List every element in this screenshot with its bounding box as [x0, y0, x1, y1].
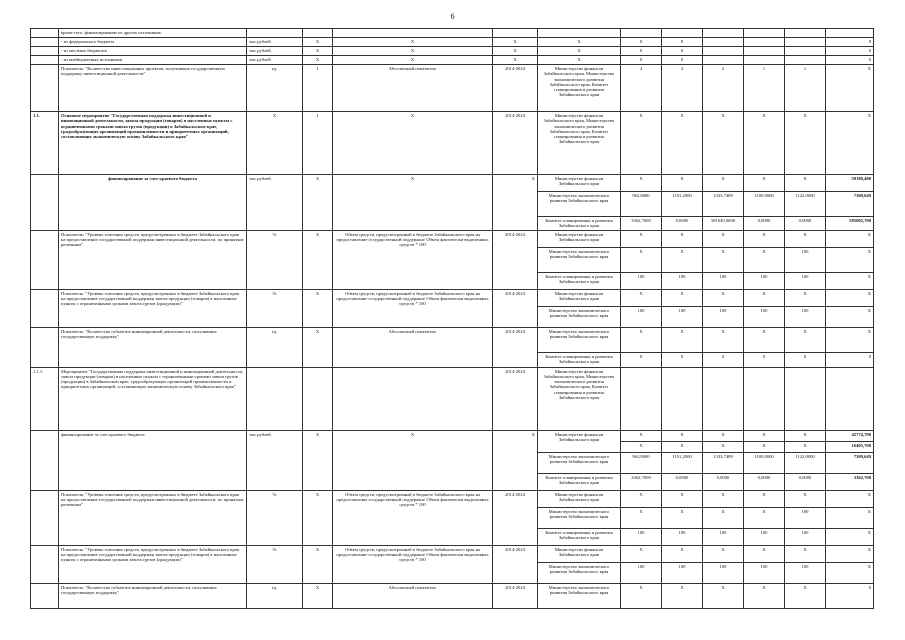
year-value-cell: 100 [662, 272, 703, 289]
base-value-cell: X [303, 38, 333, 47]
responsible-cell: Министерство экономического развития Забайкальского края [538, 306, 621, 327]
row-number: 1.1. [31, 112, 59, 175]
year-value-cell: X [621, 583, 662, 608]
year-value-cell: 100 [785, 306, 826, 327]
table-row [31, 490, 874, 507]
total-value-cell: 0 [826, 352, 874, 367]
table-row [31, 112, 874, 175]
program-table [30, 28, 874, 609]
row-name: Показатель: "Количество субъектов инновационной деятельности, получивших государственную поддержку" [59, 583, 247, 608]
year-value-cell: X [744, 112, 785, 175]
year-value-cell: 100 [662, 562, 703, 583]
year-value-cell: X [662, 583, 703, 608]
year-value-cell: 2 [703, 65, 744, 112]
method-cell: Абсолютный показатель [333, 583, 493, 608]
method-cell: Объем средств, предусмотренный в бюджете Забайкальского края на предоставление государственной поддержки/ Объем фактически выделенных средств * 100 [333, 289, 493, 327]
responsible-cell: X [538, 38, 621, 47]
unit-cell: % [247, 545, 303, 583]
year-value-cell [744, 29, 785, 38]
responsible-cell: Министерство экономического развития Забайкальского края [538, 583, 621, 608]
period-cell: 2014-2024 [493, 583, 538, 608]
year-value-cell: X [662, 230, 703, 247]
period-cell: X [493, 56, 538, 65]
year-value-cell: 1100,0000 [744, 452, 785, 473]
year-value-cell: X [703, 545, 744, 562]
base-value-cell: X [303, 583, 333, 608]
table-row [31, 47, 874, 56]
year-value-cell: 1333,7489 [703, 192, 744, 217]
total-value-cell: 0 [826, 47, 874, 56]
total-value-cell: X [826, 507, 874, 528]
responsible-cell: Министерство финансов Забайкальского края, Министерство экономического развития Забайкальского края, Комитет планирования и развития Забайкальского края [538, 65, 621, 112]
year-value-cell: 100 [744, 306, 785, 327]
period-cell: X [493, 430, 538, 490]
unit-cell [247, 367, 303, 430]
unit-cell [247, 29, 303, 38]
year-value-cell: 100 [621, 306, 662, 327]
row-number: 1.1.1. [31, 367, 59, 430]
table-row [31, 29, 874, 38]
year-value-cell: 962,8000 [621, 192, 662, 217]
method-cell: Абсолютный показатель [333, 65, 493, 112]
year-value-cell: 100 [662, 306, 703, 327]
year-value-cell: X [621, 327, 662, 352]
year-value-cell: 0 [662, 47, 703, 56]
year-value-cell: 1 [785, 65, 826, 112]
period-cell: 2014-2024 [493, 65, 538, 112]
period-cell: 2014-2024 [493, 112, 538, 175]
unit-cell: % [247, 490, 303, 545]
period-cell: X [493, 38, 538, 47]
total-value-cell: X [826, 327, 874, 352]
year-value-cell: X [744, 583, 785, 608]
year-value-cell: 100 [621, 528, 662, 545]
year-value-cell: X [662, 289, 703, 306]
year-value-cell: 1122,0000 [785, 192, 826, 217]
year-value-cell: X [744, 327, 785, 352]
base-value-cell: X [303, 47, 333, 56]
table-row [31, 230, 874, 247]
responsible-cell: Министерство финансов Забайкальского края [538, 289, 621, 306]
row-name: финансирование за счет краевого бюджета [59, 175, 247, 231]
table-row [31, 175, 874, 192]
year-value-cell: X [744, 545, 785, 562]
year-value-cell: 100 [703, 306, 744, 327]
total-value-cell: 42774,700 [826, 430, 874, 441]
year-value-cell: 0,0000 [744, 217, 785, 231]
period-cell: X [493, 47, 538, 56]
responsible-cell: Комитет планирования и развития Забайкальского края [538, 528, 621, 545]
year-value-cell: X [785, 175, 826, 192]
method-cell [333, 367, 493, 430]
row-number [31, 430, 59, 490]
total-value-cell [826, 367, 874, 430]
year-value-cell: X [662, 507, 703, 528]
responsible-cell: Министерство финансов Забайкальского края, Министерство экономического развития Забайкальского края, Комитет планирования и развития Забайкальского края [538, 367, 621, 430]
year-value-cell: X [785, 230, 826, 247]
year-value-cell: 1191,2000 [662, 192, 703, 217]
year-value-cell: X [744, 247, 785, 272]
year-value-cell [662, 367, 703, 430]
period-cell: 2014-2024 [493, 490, 538, 545]
year-value-cell [744, 47, 785, 56]
responsible-cell: Министерство финансов Забайкальского края [538, 430, 621, 452]
table-row [31, 583, 874, 608]
year-value-cell: X [662, 247, 703, 272]
year-value-cell: 1100,0000 [744, 192, 785, 217]
row-number [31, 545, 59, 583]
year-value-cell [703, 29, 744, 38]
row-number [31, 56, 59, 65]
year-value-cell [621, 367, 662, 430]
year-value-cell [785, 38, 826, 47]
method-cell: X [333, 47, 493, 56]
year-value-cell: 0,0000 [703, 473, 744, 490]
responsible-cell: Министерство экономического развития Забайкальского края [538, 247, 621, 272]
total-value-cell: X [826, 272, 874, 289]
year-value-cell: 0 [662, 56, 703, 65]
total-value-cell: X [826, 490, 874, 507]
unit-cell: тыс.рублей [247, 47, 303, 56]
total-value-cell: 0 [826, 56, 874, 65]
responsible-cell: Министерство финансов Забайкальского края [538, 230, 621, 247]
total-value-cell: 7309,649 [826, 192, 874, 217]
total-value-cell: 59180,400 [826, 175, 874, 192]
table-row [31, 327, 874, 352]
year-value-cell: 0,0000 [785, 473, 826, 490]
unit-cell: % [247, 289, 303, 327]
method-cell: Объем средств, предусмотренный в бюджете Забайкальского края на предоставление государственной поддержки/ Объем фактически выделенных средств * 100 [333, 490, 493, 545]
year-value-cell: 100 [785, 247, 826, 272]
year-value-cell: 0,0000 [744, 473, 785, 490]
row-number [31, 583, 59, 608]
method-cell: X [333, 175, 493, 231]
year-value-cell: 100 [744, 272, 785, 289]
year-value-cell: X [785, 545, 826, 562]
responsible-cell: X [538, 47, 621, 56]
total-value-cell: X [826, 65, 874, 112]
year-value-cell: X [703, 230, 744, 247]
year-value-cell [703, 56, 744, 65]
row-number [31, 47, 59, 56]
year-value-cell: 581640,0000 [703, 217, 744, 231]
responsible-cell: Министерство экономического развития Забайкальского края [538, 327, 621, 352]
year-value-cell: 0 [621, 38, 662, 47]
total-value-cell: X [826, 562, 874, 583]
year-value-cell [744, 38, 785, 47]
year-value-cell: X [703, 112, 744, 175]
row-name: Показатель: "Уровень освоения средств, предусмотренных в бюджете Забайкальского края на предоставление государственной поддержки завоза продукции (товаров) в населенные пункты с ограниченными сроками завоза грузов (продукции)" [59, 289, 247, 327]
base-value-cell [303, 367, 333, 430]
year-value-cell: 0 [621, 56, 662, 65]
year-value-cell: 0 [703, 352, 744, 367]
year-value-cell: 1 [744, 65, 785, 112]
year-value-cell: 0 [621, 47, 662, 56]
base-value-cell: 1 [303, 65, 333, 112]
row-number [31, 289, 59, 327]
year-value-cell: X [662, 327, 703, 352]
year-value-cell: X [621, 507, 662, 528]
year-value-cell: X [621, 545, 662, 562]
row-name: Показатель: "Количество субъектов инновационной деятельности, получивших государственную поддержку" [59, 327, 247, 367]
year-value-cell [744, 367, 785, 430]
unit-cell: % [247, 230, 303, 289]
year-value-cell: 3362,7000 [621, 217, 662, 231]
year-value-cell: X [744, 289, 785, 306]
year-value-cell: 1191,2000 [662, 452, 703, 473]
year-value-cell: 962,8000 [621, 452, 662, 473]
year-value-cell: X [785, 490, 826, 507]
year-value-cell: X [703, 441, 744, 452]
year-value-cell: X [744, 507, 785, 528]
year-value-cell: X [621, 112, 662, 175]
year-value-cell: X [662, 175, 703, 192]
year-value-cell: 100 [662, 528, 703, 545]
row-name: Показатель: "Уровень освоения средств, предусмотренных в бюджете Забайкальского края на предоставление государственной поддержки завоза продукции (товаров) в населенные пункты с ограниченными сроками завоза грузов (продукции)" [59, 545, 247, 583]
table-row [31, 289, 874, 306]
year-value-cell: X [703, 289, 744, 306]
period-cell: 2014-2024 [493, 367, 538, 430]
responsible-cell: Министерство финансов Забайкальского края, Министерство экономического развития Забайкальского края, Комитет планирования и развития Забайкальского края [538, 112, 621, 175]
responsible-cell: Комитет планирования и развития Забайкальского края [538, 473, 621, 490]
row-name: - из местных бюджетов [59, 47, 247, 56]
row-number [31, 65, 59, 112]
unit-cell: ед. [247, 327, 303, 367]
row-name: Показатель: "Количество инвестиционных проектов, получивших государственную поддержку инвестиционной деятельности" [59, 65, 247, 112]
method-cell [333, 29, 493, 38]
table-row [31, 65, 874, 112]
period-cell: 2014-2024 [493, 289, 538, 327]
total-value-cell: X [826, 230, 874, 247]
base-value-cell: X [303, 289, 333, 327]
total-value-cell: 7309,649 [826, 452, 874, 473]
year-value-cell: 1122,0000 [785, 452, 826, 473]
year-value-cell: X [785, 430, 826, 441]
period-cell: 2014-2024 [493, 230, 538, 289]
year-value-cell: X [703, 247, 744, 272]
year-value-cell: X [744, 230, 785, 247]
base-value-cell: X [303, 175, 333, 231]
year-value-cell: X [703, 430, 744, 441]
year-value-cell: X [744, 430, 785, 441]
table-row [31, 367, 874, 430]
total-value-cell: 3362,700 [826, 473, 874, 490]
responsible-cell: X [538, 56, 621, 65]
base-value-cell: X [303, 327, 333, 367]
year-value-cell: X [703, 490, 744, 507]
year-value-cell: X [703, 327, 744, 352]
year-value-cell: 100 [703, 562, 744, 583]
year-value-cell: X [621, 490, 662, 507]
method-cell: X [333, 56, 493, 65]
responsible-cell: Министерство экономического развития Забайкальского края [538, 192, 621, 217]
method-cell: Абсолютный показатель [333, 327, 493, 367]
table-row [31, 545, 874, 562]
row-number [31, 38, 59, 47]
year-value-cell [785, 56, 826, 65]
responsible-cell: Министерство финансов Забайкальского края [538, 545, 621, 562]
unit-cell: тыс.рублей [247, 38, 303, 47]
year-value-cell: 100 [744, 562, 785, 583]
method-cell: Объем средств, предусмотренный в бюджете Забайкальского края на предоставление государственной поддержки/ Объем фактически выделенных средств * 100 [333, 545, 493, 583]
year-value-cell: X [744, 490, 785, 507]
year-value-cell: X [785, 289, 826, 306]
page-number: 6 [450, 12, 455, 21]
year-value-cell [703, 367, 744, 430]
year-value-cell: X [785, 583, 826, 608]
year-value-cell: 0,0000 [662, 473, 703, 490]
base-value-cell: X [303, 545, 333, 583]
period-cell: 2014-2024 [493, 327, 538, 367]
row-name: Показатель: "Уровень освоения средств, предусмотренных в бюджете Забайкальского края на предоставление государственной поддержки инвестиционной деятельности, по принятым решениям" [59, 490, 247, 545]
row-name: Основное мероприятие "Государственная поддержка инвестиционной и инновационной деятельности, завоза продукции (товаров) в населенные пункты с ограниченными сроками завоза грузов (продукции) в Забайкальском крае, градообразующих организаций промышленности и приоритетных организаций, составляющих экономическую основу Забайкальского края" [59, 112, 247, 175]
year-value-cell [703, 38, 744, 47]
year-value-cell: 100 [785, 272, 826, 289]
year-value-cell: 0 [662, 38, 703, 47]
base-value-cell: X [303, 56, 333, 65]
year-value-cell: 100 [621, 272, 662, 289]
period-cell: 2014-2024 [493, 545, 538, 583]
year-value-cell: 4 [621, 65, 662, 112]
year-value-cell: X [662, 430, 703, 441]
year-value-cell: X [785, 327, 826, 352]
method-cell: X [333, 430, 493, 490]
total-value-cell: 585002,700 [826, 217, 874, 231]
row-name: кроме того, финансирование из других источников: [59, 29, 247, 38]
method-cell: X [333, 112, 493, 175]
year-value-cell: X [662, 112, 703, 175]
year-value-cell: X [662, 545, 703, 562]
year-value-cell: 100 [621, 562, 662, 583]
year-value-cell [621, 29, 662, 38]
table-row [31, 56, 874, 65]
year-value-cell: 100 [744, 528, 785, 545]
responsible-cell: Комитет планирования и развития Забайкальского края [538, 352, 621, 367]
row-name: - из внебюджетных источников [59, 56, 247, 65]
row-number [31, 490, 59, 545]
year-value-cell: 2 [662, 65, 703, 112]
year-value-cell: 1333,7489 [703, 452, 744, 473]
base-value-cell [303, 29, 333, 38]
year-value-cell: 100 [785, 528, 826, 545]
table-row [31, 430, 874, 441]
year-value-cell: X [744, 175, 785, 192]
year-value-cell [744, 56, 785, 65]
period-cell: X [493, 175, 538, 231]
year-value-cell: 0,0000 [662, 217, 703, 231]
base-value-cell: X [303, 430, 333, 490]
year-value-cell: X [703, 583, 744, 608]
year-value-cell: 100 [785, 562, 826, 583]
year-value-cell: X [621, 175, 662, 192]
base-value-cell: X [303, 230, 333, 289]
total-value-cell [826, 29, 874, 38]
year-value-cell: 100 [703, 272, 744, 289]
year-value-cell: 0 [621, 352, 662, 367]
year-value-cell: X [785, 441, 826, 452]
year-value-cell: X [785, 112, 826, 175]
year-value-cell: X [621, 230, 662, 247]
responsible-cell: Министерство экономического развития Забайкальского края [538, 452, 621, 473]
year-value-cell: 3362,7000 [621, 473, 662, 490]
year-value-cell: X [621, 441, 662, 452]
row-name: Мероприятие "Государственная поддержка инвестиционной и инновационной деятельности, завоза продукции (товаров) в населенные пункты с ограниченными сроками завоза грузов (продукции) в Забайкальском крае, градообразующих организаций промышленности и приоритетных организаций, составляющих экономическую основу Забайкальского края" [59, 367, 247, 430]
total-value-cell: X [826, 528, 874, 545]
year-value-cell [785, 29, 826, 38]
method-cell: X [333, 38, 493, 47]
responsible-cell: Комитет планирования и развития Забайкальского края [538, 217, 621, 231]
year-value-cell: 0 [785, 352, 826, 367]
total-value-cell: X [826, 545, 874, 562]
year-value-cell: 0 [662, 352, 703, 367]
responsible-cell: Комитет планирования и развития Забайкальского края [538, 272, 621, 289]
year-value-cell: 100 [785, 507, 826, 528]
year-value-cell: X [703, 507, 744, 528]
row-number [31, 230, 59, 289]
total-value-cell: X [826, 306, 874, 327]
year-value-cell: 0 [744, 352, 785, 367]
year-value-cell: X [744, 441, 785, 452]
year-value-cell [662, 29, 703, 38]
responsible-cell: Министерство финансов Забайкальского края [538, 490, 621, 507]
year-value-cell: X [621, 289, 662, 306]
year-value-cell [703, 47, 744, 56]
period-cell [493, 29, 538, 38]
row-name: - из федерального бюджета [59, 38, 247, 47]
base-value-cell: 1 [303, 112, 333, 175]
row-number [31, 327, 59, 367]
unit-cell: тыс.рублей [247, 56, 303, 65]
responsible-cell [538, 29, 621, 38]
row-name: финансирование за счет краевого бюджета [59, 430, 247, 490]
year-value-cell: X [703, 175, 744, 192]
responsible-cell: Министерство экономического развития Забайкальского края [538, 562, 621, 583]
year-value-cell [785, 367, 826, 430]
table-row [31, 38, 874, 47]
responsible-cell: Министерство финансов Забайкальского края [538, 175, 621, 192]
total-value-cell: 0 [826, 583, 874, 608]
total-value-cell: 0 [826, 38, 874, 47]
year-value-cell: X [621, 430, 662, 441]
row-number [31, 29, 59, 38]
unit-cell: ед. [247, 583, 303, 608]
base-value-cell: X [303, 490, 333, 545]
responsible-cell: Министерство экономического развития Забайкальского края [538, 507, 621, 528]
year-value-cell: X [662, 441, 703, 452]
total-value-cell: 16405,700 [826, 441, 874, 452]
total-value-cell: X [826, 289, 874, 306]
year-value-cell: X [621, 247, 662, 272]
unit-cell: ед. [247, 65, 303, 112]
unit-cell: тыс.рублей [247, 175, 303, 231]
method-cell: Объем средств, предусмотренный в бюджете Забайкальского края на предоставление государственной поддержки/ Объем фактически выделенных средств * 100 [333, 230, 493, 289]
row-number [31, 175, 59, 231]
row-name: Показатель: "Уровень освоения средств, предусмотренных в бюджете Забайкальского края на предоставление государственной поддержки инвестиционной деятельности, по принятым решениям" [59, 230, 247, 289]
year-value-cell: 0,0000 [785, 217, 826, 231]
year-value-cell: 100 [703, 528, 744, 545]
year-value-cell [785, 47, 826, 56]
unit-cell: тыс.рублей [247, 430, 303, 490]
year-value-cell: X [662, 490, 703, 507]
total-value-cell: X [826, 112, 874, 175]
total-value-cell: X [826, 247, 874, 272]
unit-cell: X [247, 112, 303, 175]
